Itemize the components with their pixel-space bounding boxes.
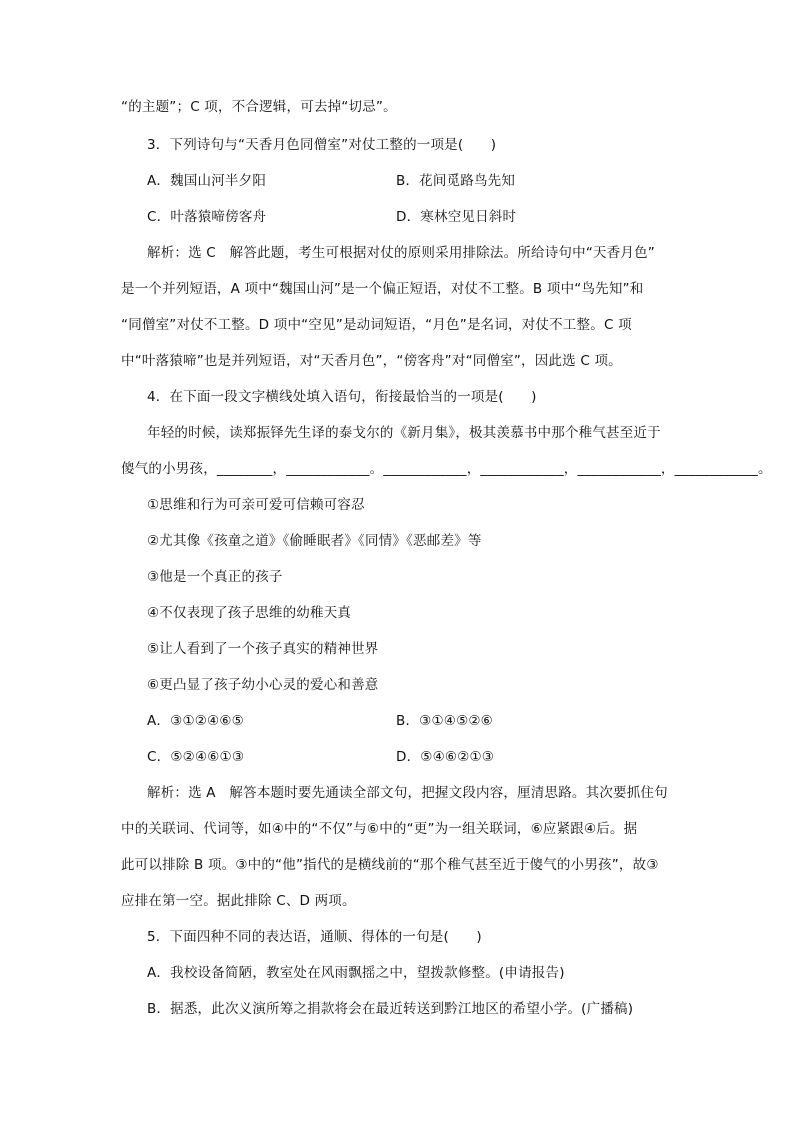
q4-analysis-line: 此可以排除 B 项。③中的“他”指代的是横线前的“那个稚气甚至近于傻气的小男孩”，故③ — [121, 857, 659, 873]
q4-item: ③他是一个真正的孩子 — [147, 569, 283, 585]
q4-item: ②尤其像《孩童之道》《偷睡眠者》《同情》《恶邮差》等 — [147, 533, 482, 549]
q4-option-d: D．⑤④⑥②①③ — [396, 749, 495, 765]
q3-analysis-line: “同僧室”对仗不工整。D 项中“空见”是动词短语，“月色”是名词，对仗不工整。C 项 — [121, 317, 632, 333]
q4-analysis-line: 解析：选 A 解答本题时要先通读全部文句，把握文段内容，厘清思路。其次要抓住句 — [147, 785, 668, 801]
q5-stem: 5．下面四种不同的表达语，通顺、得体的一句是( ) — [147, 929, 482, 945]
q4-option-a: A．③①②④⑥⑤ — [147, 713, 244, 729]
q4-analysis-line: 中的关联词、代词等，如④中的“不仅”与⑥中的“更”为一组关联词，⑥应紧跟④后。据 — [121, 821, 638, 837]
q3-option-c: C．叶落猿啼傍客舟 — [147, 209, 267, 225]
q3-analysis-line: 解析：选 C 解答此题，考生可根据对仗的原则采用排除法。所给诗句中“天香月色” — [147, 245, 656, 261]
q4-item: ①思维和行为可亲可爱可信赖可容忍 — [147, 497, 365, 513]
q4-item: ④不仅表现了孩子思维的幼稚天真 — [147, 605, 352, 621]
q3-option-d: D．寒林空见日斜时 — [396, 209, 517, 225]
q4-passage-line: 年轻的时候，读郑振铎先生译的泰戈尔的《新月集》，极其羡慕书中那个稚气甚至近于 — [147, 425, 661, 441]
q4-stem: 4．在下面一段文字横线处填入语句，衔接最恰当的一项是( ) — [147, 389, 537, 405]
q5-option-a: A．我校设备简陋，教室处在风雨飘摇之中，望拨款修整。(申请报告) — [147, 965, 565, 981]
q4-item: ⑤让人看到了一个孩子真实的精神世界 — [147, 641, 379, 657]
q5-option-b: B．据悉，此次义演所筹之捐款将会在最近转送到黔江地区的希望小学。(广播稿) — [147, 1001, 634, 1017]
q3-stem: 3．下列诗句与“天香月色同僧室”对仗工整的一项是( ) — [147, 137, 497, 153]
q4-analysis-line: 应排在第一空。据此排除 C、D 两项。 — [121, 893, 356, 909]
q3-option-b: B．花间觅路鸟先知 — [396, 173, 516, 189]
q3-option-a: A．魏国山河半夕阳 — [147, 173, 267, 189]
q4-passage-line: 傻气的小男孩，________，____________。____________，____________，____________，____________。 — [121, 461, 772, 477]
q3-analysis-line: 中“叶落猿啼”也是并列短语，对“天香月色”，“傍客舟”对“同僧室”，因此选 C 项。 — [121, 353, 622, 369]
q4-option-c: C．⑤②④⑥①③ — [147, 749, 245, 765]
q2-analysis-tail: “的主题”；C 项，不合逻辑，可去掉“切忌”。 — [121, 99, 397, 115]
q3-analysis-line: 是一个并列短语，A 项中“魏国山河”是一个偏正短语，对仗不工整。B 项中“鸟先知”和 — [121, 281, 644, 297]
q4-option-b: B．③①④⑤②⑥ — [396, 713, 493, 729]
q4-item: ⑥更凸显了孩子幼小心灵的爱心和善意 — [147, 677, 379, 693]
